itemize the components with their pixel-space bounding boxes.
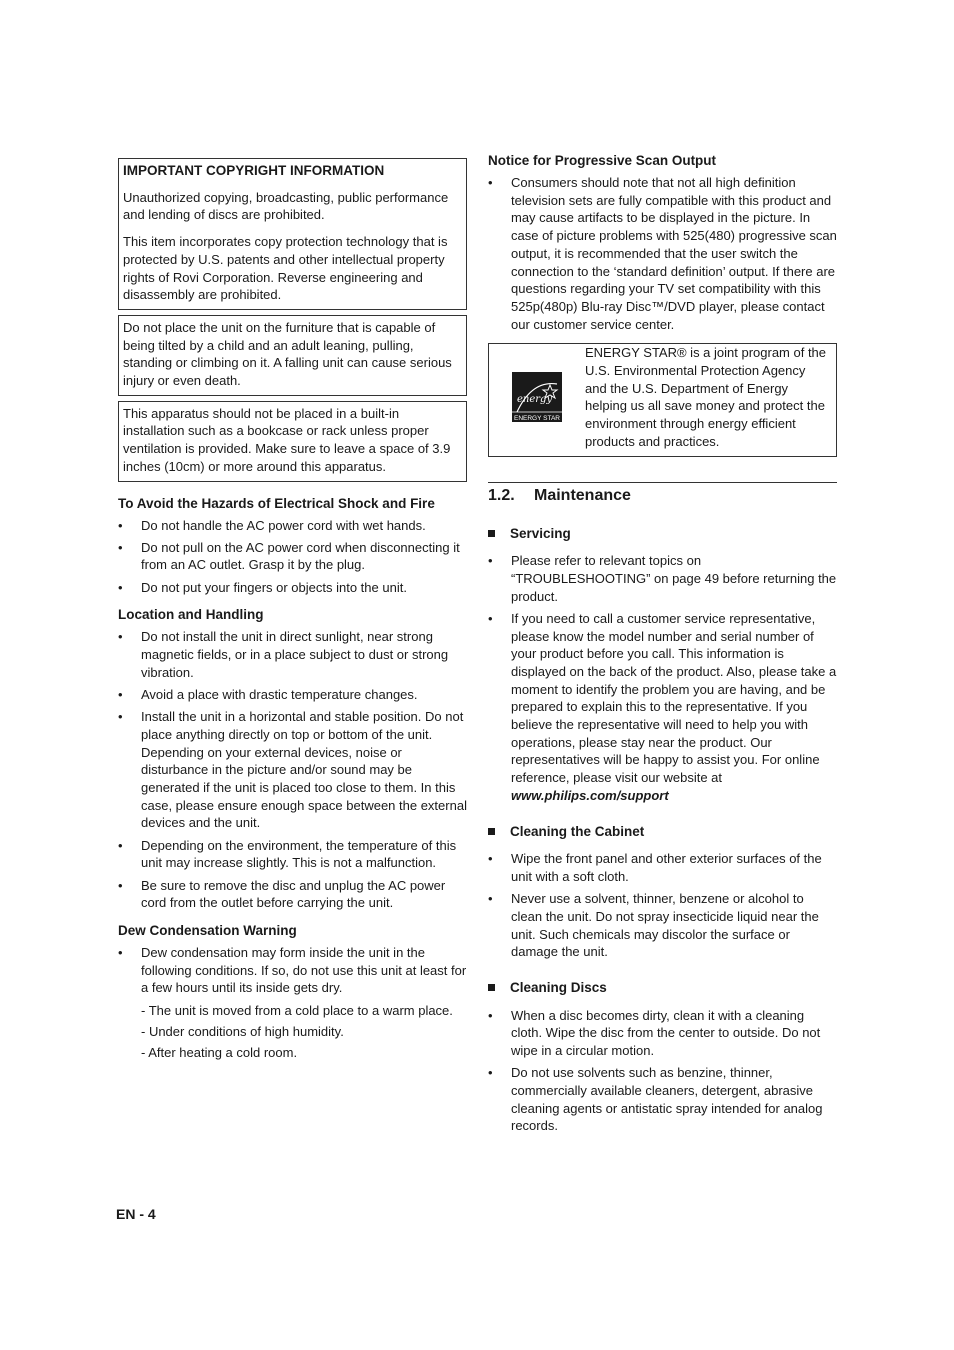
dew-condition: - After heating a cold room. bbox=[141, 1044, 298, 1060]
servicing-heading-text: Servicing bbox=[510, 525, 571, 541]
copyright-box bbox=[118, 158, 467, 310]
energy-star-logo bbox=[489, 344, 585, 450]
list-item: • Please refer to relevant topics on “TROUBLESHOOTING” on page 49 before returning the product. bbox=[488, 552, 837, 605]
dew-list bbox=[118, 944, 467, 997]
dew-condition: - The unit is moved from a cold place to a warm place. bbox=[141, 1002, 453, 1018]
discs-heading bbox=[488, 979, 837, 997]
list-item: • Never use a solvent, thinner, benzene or alcohol to clean the unit. Do not spray insecticide liquid near the unit. Such chemicals may discolor the surface or damage the unit. bbox=[488, 890, 837, 961]
list-item: • Do not install the unit in direct sunlight, near strong magnetic fields, or in a place subject to dust or strong vibration. bbox=[118, 628, 467, 681]
cabinet-heading bbox=[488, 823, 837, 841]
list-item: • Consumers should note that not all high definition television sets are fully compatible with this product and may cause artifacts to be displayed in the picture. In case of picture problems with 525(480) progressive scan output, it is recommended that the user switch the connection to the ‘standard definition’ output. If there are questions regarding your TV set compatibility with this 525p(480p) Blu-ray Disc™/DVD player, please contact our customer service center. bbox=[488, 174, 837, 333]
location-list bbox=[118, 628, 467, 912]
energy-logo-script: energy bbox=[517, 394, 553, 406]
copyright-paragraph-2: This item incorporates copy protection technology that is protected by U.S. patents and other intellectual property rights of Rovi Corporation. Reverse engineering and disassembly are prohibited. bbox=[123, 234, 448, 303]
dew-heading: Dew Condensation Warning bbox=[118, 922, 297, 938]
progressive-heading: Notice for Progressive Scan Output bbox=[488, 153, 717, 168]
page-footer: EN - 4 bbox=[116, 1206, 156, 1222]
support-link[interactable]: www.philips.com/support bbox=[511, 787, 669, 803]
square-bullet-icon bbox=[488, 828, 495, 835]
shock-list bbox=[118, 517, 467, 597]
dew-condition: - Under conditions of high humidity. bbox=[141, 1023, 344, 1039]
discs-heading-text: Cleaning Discs bbox=[510, 980, 607, 996]
list-item: • Do not pull on the AC power cord when disconnecting it from an AC outlet. Grasp it by the plug. bbox=[118, 539, 467, 574]
energy-star-text: ENERGY STAR® is a joint program of the U.S. Environmental Protection Agency and the U.S. Department of Energy helping us all save money and protect the environment through energy efficient products and practices. bbox=[585, 345, 827, 449]
servicing-text: If you need to call a customer service representative, please know the model number and serial number of your product before you call. This information is displayed on the back of the product. Also, please take a moment to identify the problem you are having, and be prepared to explain this to the representative. If you believe the representative will need to help you with operations, please stay near the product. Our representatives will be happy to assist you. For online reference, please visit our website at bbox=[511, 610, 837, 786]
section-title bbox=[488, 485, 837, 507]
list-item: • Wipe the front panel and other exterior surfaces of the unit with a soft cloth. bbox=[488, 850, 837, 885]
list-item: • When a disc becomes dirty, clean it with a cleaning cloth. Wipe the disc from the center to outside. Do not wipe in a circular motion. bbox=[488, 1007, 837, 1060]
left-column bbox=[118, 158, 467, 1065]
list-item: • Dew condensation may form inside the unit in the following conditions. If so, do not use this unit at least for a few hours until its inside gets dry. bbox=[118, 944, 467, 997]
discs-list bbox=[488, 1007, 837, 1135]
square-bullet-icon bbox=[488, 530, 495, 537]
right-column bbox=[488, 152, 837, 1145]
maintenance-section bbox=[488, 482, 837, 507]
list-item: • Do not handle the AC power cord with wet hands. bbox=[118, 517, 467, 535]
cabinet-heading-text: Cleaning the Cabinet bbox=[510, 823, 645, 839]
location-heading: Location and Handling bbox=[118, 607, 264, 623]
shock-heading: To Avoid the Hazards of Electrical Shock and Fire bbox=[118, 495, 435, 511]
section-title-text: Maintenance bbox=[534, 486, 631, 504]
installation-warning-box bbox=[118, 401, 467, 482]
list-item: • Do not use solvents such as benzine, thinner, commercially available cleaners, detergent, abrasive cleaning agents or antistatic spray intended for analog records. bbox=[488, 1064, 837, 1135]
energy-star-box bbox=[488, 343, 837, 456]
copyright-paragraph-1: Unauthorized copying, broadcasting, public performance and lending of discs are prohibited. bbox=[123, 189, 449, 223]
section-number: 1.2. bbox=[488, 486, 515, 504]
list-item: • Depending on the environment, the temperature of this unit may increase slightly. This is not a malfunction. bbox=[118, 837, 467, 872]
furniture-warning-text: Do not place the unit on the furniture that is capable of being tilted by a child and an adult leaning, pulling, standing or climbing on it. A falling unit can cause serious injury or even death. bbox=[123, 319, 452, 389]
list-item: • Avoid a place with drastic temperature changes. bbox=[118, 686, 467, 704]
energy-logo-caption: ENERGY STAR bbox=[514, 415, 560, 423]
cabinet-list bbox=[488, 850, 837, 961]
list-item bbox=[488, 610, 837, 805]
installation-warning-text: This apparatus should not be placed in a built-in installation such as a bookcase or rack unless proper ventilation is provided. Make sure to leave a space of 3.9 inches (10cm) or more around this apparatus. bbox=[123, 405, 451, 474]
list-item: • Be sure to remove the disc and unplug the AC power cord from the outlet before carrying the unit. bbox=[118, 877, 467, 912]
progressive-list bbox=[488, 174, 837, 333]
servicing-heading bbox=[488, 525, 837, 543]
furniture-warning-box bbox=[118, 315, 467, 396]
energy-star-icon bbox=[512, 372, 562, 422]
list-item: • Install the unit in a horizontal and stable position. Do not place anything directly on top or bottom of the unit. Depending on your external devices, noise or disturbance in the picture and/or sound may be generated if the unit is placed too close to them. In this case, please ensure enough space between the external devices and the unit. bbox=[118, 708, 467, 832]
square-bullet-icon bbox=[488, 984, 495, 991]
copyright-title: IMPORTANT COPYRIGHT INFORMATION bbox=[123, 163, 385, 178]
servicing-list bbox=[488, 552, 837, 804]
list-item: • Do not put your fingers or objects into the unit. bbox=[118, 579, 467, 597]
